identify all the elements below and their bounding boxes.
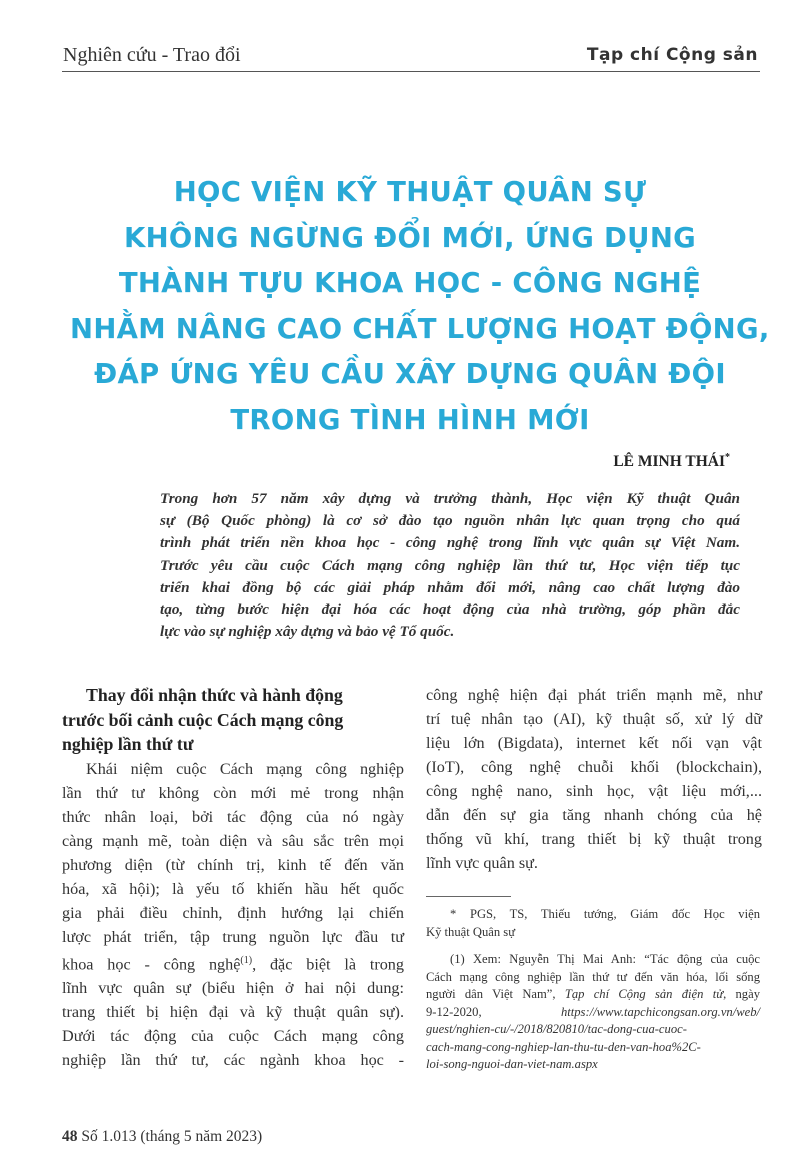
footnote-line: Cách mạng công nghiệp lần thứ tư đến văn hóa, lối sống <box>426 969 760 984</box>
footnote-source: Tạp chí Cộng sản điện tử <box>564 987 724 1001</box>
body-line-text: khoa học - công nghệ <box>62 954 241 973</box>
body-line: nghiệp lần thứ tư, các ngành khoa học - <box>62 1050 404 1069</box>
heading-line: nghiệp lần thứ tư <box>62 734 194 754</box>
body-line <box>62 949 404 976</box>
title-line: ĐÁP ỨNG YÊU CẦU XÂY DỰNG QUÂN ĐỘI <box>94 358 726 390</box>
body-line: hóa, xã hội); là yếu tố khiến hầu hết quốc <box>62 879 404 898</box>
body-line: dẫn đến sự gia tăng nhanh chóng của hệ <box>426 806 762 824</box>
body-line: lược phát triển, tập trung nguồn lực đầu tư <box>62 927 404 946</box>
body-line: công nghệ nano, sinh học, vật liệu mới,... <box>426 782 762 800</box>
footnote-text: người dân Việt Nam”, <box>426 987 565 1001</box>
footnote-text: , ngày <box>723 987 760 1001</box>
body-line: liệu lớn (Bigdata), internet kết nối vạn vật <box>426 734 762 752</box>
footnote-text: 9-12-2020, <box>426 1004 561 1019</box>
body-line: lần thứ tư không còn mới mẻ trong nhận <box>62 783 404 802</box>
page-footer <box>62 1128 262 1146</box>
abstract-line: Trước yêu cầu cuộc Cách mạng công nghiệp lần thứ tư, Học viện tiếp tục <box>160 556 740 574</box>
body-line: Khái niệm cuộc Cách mạng công nghiệp <box>86 759 404 778</box>
section-label: Nghiên cứu - Trao đổi <box>63 44 241 66</box>
body-line: công nghệ hiện đại phát triển mạnh mẽ, như <box>426 686 762 704</box>
footnotes <box>426 906 760 1074</box>
footnote-line <box>426 1004 760 1022</box>
title-line: KHÔNG NGỪNG ĐỔI MỚI, ỨNG DỤNG <box>123 221 697 254</box>
body-line: trí tuệ nhân tạo (AI), kỹ thuật số, xử lý dữ <box>426 710 762 728</box>
title-line: HỌC VIỆN KỸ THUẬT QUÂN SỰ <box>173 176 647 208</box>
author-name: LÊ MINH THÁI <box>613 453 725 471</box>
abstract <box>160 488 740 643</box>
abstract-line: tạo, từng bước hiện đại hóa các hoạt động của nhà trường, góp phần đắc <box>160 601 740 619</box>
left-column <box>62 683 404 1072</box>
footnote-separator <box>426 896 511 897</box>
footnote-url[interactable]: https://www.tapchicongsan.org.vn/web/ <box>560 1004 760 1019</box>
body-line: Dưới tác động của cuộc Cách mạng công <box>62 1026 404 1045</box>
body-line: gia phải điều chỉnh, định hướng lại chiến <box>62 903 404 922</box>
abstract-line: Trong hơn 57 năm xây dựng và trưởng thành, Học viện Kỹ thuật Quân <box>160 490 740 507</box>
header-divider <box>62 71 760 72</box>
right-column <box>426 683 762 875</box>
title-line: TRONG TÌNH HÌNH MỚI <box>230 403 590 436</box>
footnote-url[interactable]: cach-mang-cong-nghiep-lan-thu-tu-den-van-hoa%2C- <box>426 1039 701 1054</box>
heading-line: trước bối cảnh cuộc Cách mạng công <box>62 709 344 730</box>
page-number: 48 <box>62 1128 78 1145</box>
author-note-line: Kỹ thuật Quân sự <box>426 924 516 939</box>
body-line: càng mạnh mẽ, toàn diện và sâu sắc trên mọi <box>62 831 404 850</box>
body-line: phương diện (từ chính trị, kinh tế đến văn <box>62 855 404 874</box>
title-line: NHẰM NÂNG CAO CHẤT LƯỢNG HOẠT ĐỘNG, <box>70 312 770 345</box>
footnote-ref[interactable]: (1) <box>240 954 253 966</box>
body-line: thức nhân loại, bởi tác động của nó ngày <box>62 807 404 826</box>
abstract-line: sự (Bộ Quốc phòng) là cơ sở đào tạo nguồn nhân lực quan trọng cho quá <box>160 512 740 530</box>
body-line: lĩnh vực quân sự (biểu hiện ở hai nội dung: <box>62 978 404 997</box>
author-footnote-mark: * <box>725 452 730 463</box>
issue-info: Số 1.013 (tháng 5 năm 2023) <box>81 1128 263 1145</box>
heading-line: Thay đổi nhận thức và hành động <box>86 685 343 705</box>
section-heading <box>62 683 404 757</box>
body-line: trang thiết bị hiện đại và kỹ thuật quân sự). <box>62 1002 404 1021</box>
footnote-url[interactable]: loi-song-nguoi-dan-viet-nam.aspx <box>426 1057 598 1071</box>
title-line: THÀNH TỰU KHOA HỌC - CÔNG NGHỆ <box>118 267 702 299</box>
footnote-line: (1) Xem: Nguyễn Thị Mai Anh: “Tác động của cuộc <box>450 952 760 966</box>
footnote-url[interactable]: guest/nghien-cu/-/2018/820810/tac-dong-cua-cuoc- <box>426 1022 687 1036</box>
abstract-line: triển khai đồng bộ các giải pháp nhằm đổi mới, nâng cao chất lượng đào <box>160 578 740 596</box>
abstract-line: trình phát triển nền khoa học - công nghệ trong lĩnh vực quân sự Việt Nam. <box>160 534 740 552</box>
author-byline <box>613 452 730 471</box>
body-line: thống vũ khí, trang thiết bị kỹ thuật trong <box>426 830 762 848</box>
footnote-line <box>426 986 760 1004</box>
author-note-line: * PGS, TS, Thiếu tướng, Giám đốc Học viện <box>450 907 760 921</box>
body-line: lĩnh vực quân sự. <box>426 854 538 872</box>
article-title <box>70 170 770 443</box>
abstract-line: lực vào sự nghiệp xây dựng và bảo vệ Tổ quốc. <box>160 623 455 641</box>
journal-name: Tạp chí Cộng sản <box>586 45 758 65</box>
body-line-text: , đặc biệt là trong <box>252 954 404 973</box>
body-line: (IoT), công nghệ chuỗi khối (blockchain), <box>426 758 762 776</box>
